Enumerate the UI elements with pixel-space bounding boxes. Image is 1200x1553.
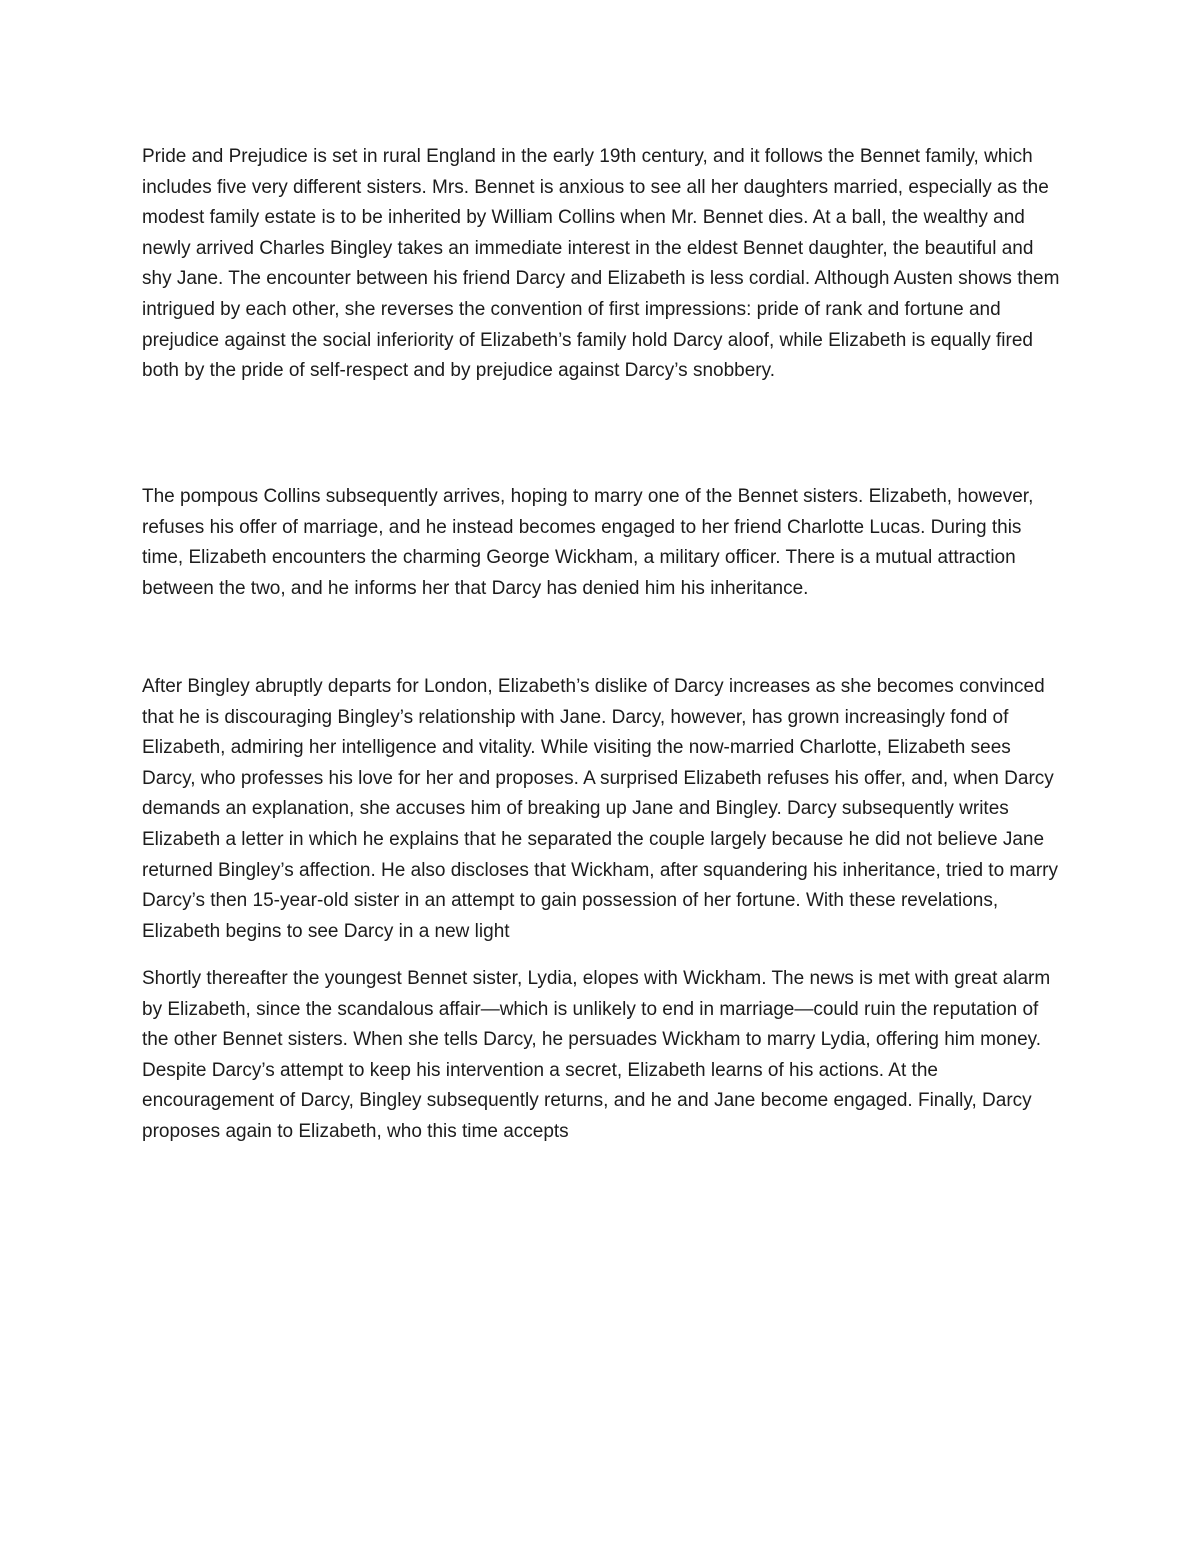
paragraph-setting: Pride and Prejudice is set in rural England in the early 19th century, and it follows the Bennet family, which includes five very different sisters. Mrs. Bennet is anxious to see all her daughters married, especially as the modest family estate is to be inherited by William Collins when Mr. Bennet dies. At a ball, the wealthy and newly arrived Charles Bingley takes an immediate interest in the eldest Bennet daughter, the beautiful and shy Jane. The encounter between his friend Darcy and Elizabeth is less cordial. Although Austen shows them intrigued by each other, she reverses the convention of first impressions: pride of rank and fortune and prejudice against the social inferiority of Elizabeth’s family hold Darcy aloof, while Elizabeth is equally fired both by the pride of self-respect and by prejudice against Darcy’s snobbery.	[142, 146, 1060, 382]
paragraph-collins: The pompous Collins subsequently arrives, hoping to marry one of the Bennet sisters. Elizabeth, however, refuses his offer of marriage, and he instead becomes engaged to her friend Charlotte Lucas. During this time, Elizabeth encounters the charming George Wickham, a military officer. There is a mutual attraction between the two, and he informs her that Darcy has denied him his inheritance.	[142, 486, 1034, 599]
paragraph-proposal: After Bingley abruptly departs for London, Elizabeth’s dislike of Darcy increases as she becomes convinced that he is discouraging Bingley’s relationship with Jane. Darcy, however, has grown increasingly fond of Elizabeth, admiring her intelligence and vitality. While visiting the now-married Charlotte, Elizabeth sees Darcy, who professes his love for her and proposes. A surprised Elizabeth refuses his offer, and, when Darcy demands an explanation, she accuses him of breaking up Jane and Bingley. Darcy subsequently writes Elizabeth a letter in which he explains that he separated the couple largely because he did not believe Jane returned Bingley’s affection. He also discloses that Wickham, after squandering his inheritance, tried to marry Darcy’s then 15-year-old sister in an attempt to gain possession of her fortune. With these revelations, Elizabeth begins to see Darcy in a new light	[142, 676, 1058, 942]
paragraph-resolution: Shortly thereafter the youngest Bennet sister, Lydia, elopes with Wickham. The news is met with great alarm by Elizabeth, since the scandalous affair—which is unlikely to end in marriage—could ruin the reputation of the other Bennet sisters. When she tells Darcy, he persuades Wickham to marry Lydia, offering him money. Despite Darcy’s attempt to keep his intervention a secret, Elizabeth learns of his actions. At the encouragement of Darcy, Bingley subsequently returns, and he and Jane become engaged. Finally, Darcy proposes again to Elizabeth, who this time accepts	[142, 968, 1051, 1142]
